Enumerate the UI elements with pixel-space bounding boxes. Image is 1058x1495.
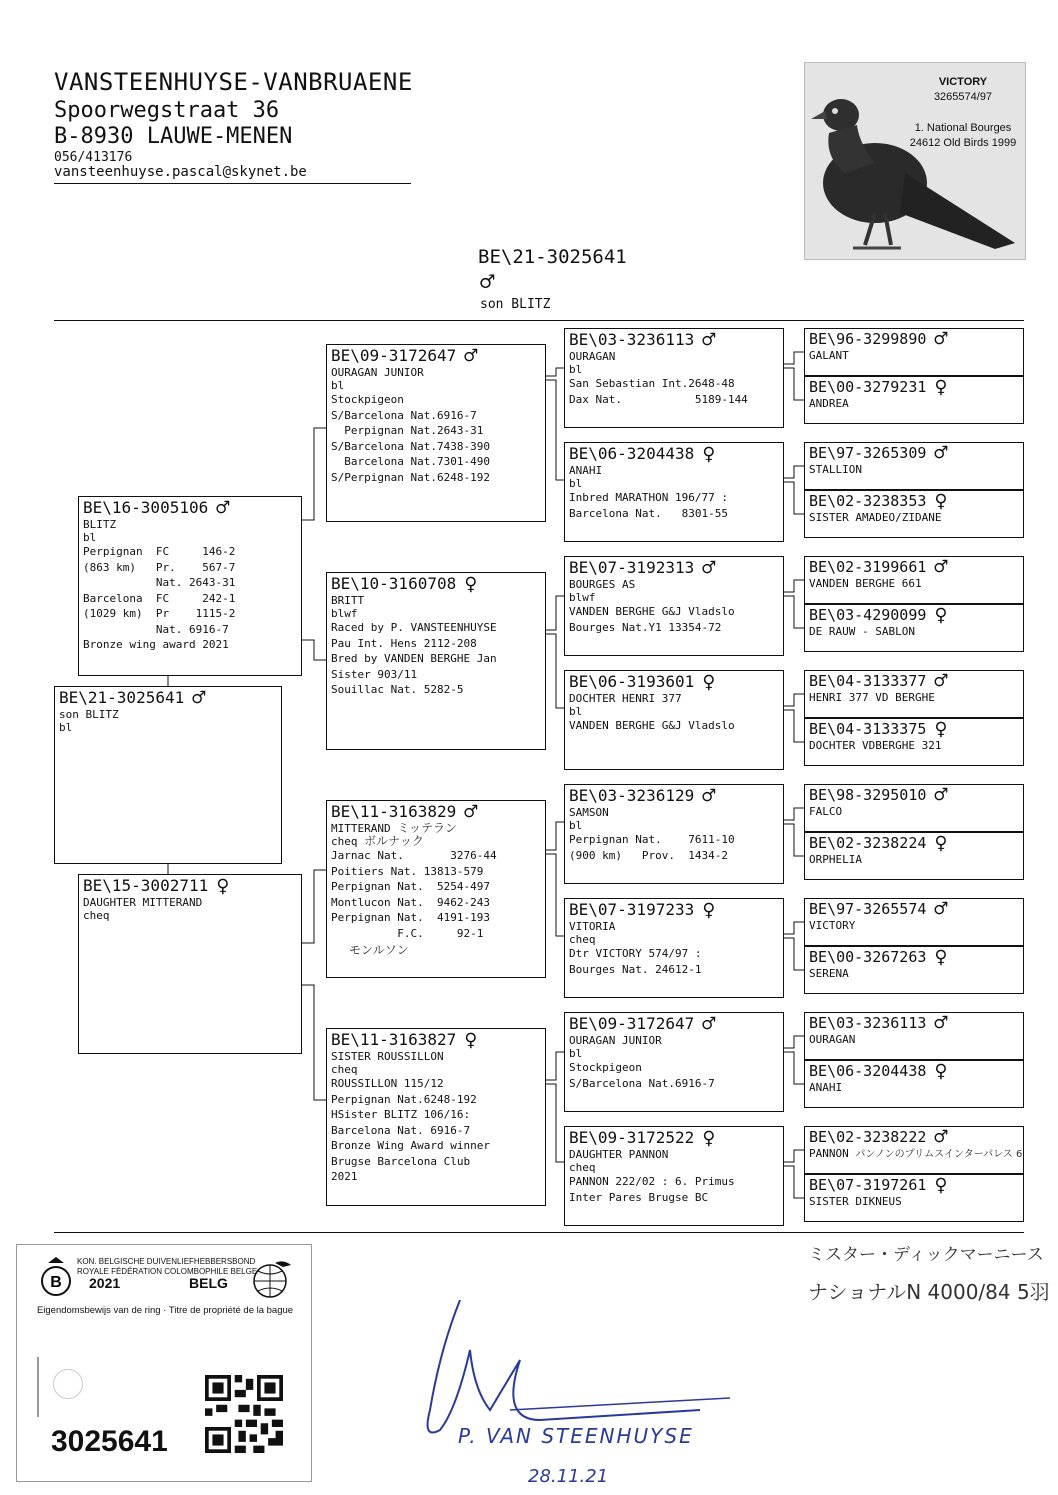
result-line: F.C. 92-1 — [331, 926, 484, 940]
pigeon-color: cheq — [569, 1161, 596, 1174]
pigeon-name: ANDREA — [809, 397, 849, 410]
pigeon-name: SISTER AMADEO/ZIDANE — [809, 511, 942, 524]
result-line: Inter Pares Brugse BC — [569, 1190, 709, 1204]
federation-name-nl: KON. BELGISCHE DUIVENLIEFHEBBERSBOND — [77, 1257, 256, 1266]
pedigree-gen4-box — [804, 718, 1024, 766]
ring-number: BE\07-3197261 — [809, 1176, 927, 1194]
result-line: Barcelona FC 242-1 — [83, 591, 236, 605]
female-icon: ♀ — [934, 945, 948, 970]
federation-name-fr: ROYALE FÉDÉRATION COLOMBOPHILE BELGE — [77, 1267, 258, 1276]
signature-name: P. VAN STEENHUYSE — [458, 1424, 694, 1448]
male-icon: ♂ — [934, 783, 948, 808]
pedigree-gen4-box — [804, 1126, 1024, 1174]
pigeon-name: DOCHTER HENRI 377 — [569, 692, 682, 705]
ring-number: BE\15-3002711 — [83, 876, 209, 895]
pedigree-gen4-box — [804, 1174, 1024, 1222]
pedigree-gen4-box — [804, 442, 1024, 490]
result-line: Nat. 6916-7 — [83, 622, 229, 636]
ring-number: BE\03-4290099 — [809, 606, 927, 624]
result-line: PANNON 222/02 : 6. Primus — [569, 1175, 735, 1188]
result-line: Barcelona Nat. 6916-7 — [331, 1123, 471, 1137]
ring-number: BE\00-3279231 — [809, 378, 927, 396]
result-line: S/Barcelona Nat.6916-7 — [569, 1076, 715, 1090]
ring-number: BE\09-3172647 — [569, 1014, 695, 1033]
female-icon: ♀ — [934, 717, 948, 742]
male-icon: ♂ — [934, 555, 948, 580]
pedigree-gen4-box — [804, 556, 1024, 604]
result-line: S/Barcelona Nat.6916-7 — [331, 408, 477, 422]
pedigree-dd-box — [326, 1028, 546, 1206]
result-line: (1029 km) Pr 1115-2 — [83, 607, 236, 620]
pigeon-name: SISTER ROUSSILLON — [331, 1050, 444, 1063]
pedigree-gen4-box — [804, 898, 1024, 946]
ring-number: BE\07-3197233 — [569, 900, 695, 919]
pigeon-name: DAUGHTER MITTERAND — [83, 896, 203, 909]
result-line: Poitiers Nat. 13813-579 — [331, 864, 484, 878]
card-ring-number: 3025641 — [51, 1425, 168, 1458]
handwritten-note-jp: モンルソン — [349, 943, 409, 957]
result-line: Dtr VICTORY 574/97 : — [569, 947, 702, 960]
ring-number: BE\09-3172647 — [331, 346, 457, 365]
breeder-name: VANSTEENHUYSE-VANBRUAENE — [54, 68, 413, 96]
qr-code-icon — [205, 1375, 283, 1453]
result-line: VANDEN BERGHE G&J Vladslo — [569, 719, 735, 732]
ring-number: BE\00-3267263 — [809, 948, 927, 966]
pedigree-gen3-box — [564, 328, 784, 428]
pigeon-name: VANDEN BERGHE 661 — [809, 577, 922, 590]
female-icon: ♀ — [702, 898, 716, 923]
ring-number: BE\09-3172522 — [569, 1128, 695, 1147]
pedigree-sd-box — [326, 572, 546, 750]
handwritten-note-jp: ミスター・ディックマーニース — [808, 1245, 1044, 1265]
punch-hole-icon — [53, 1369, 83, 1399]
breeder-email: vansteenhuyse.pascal@skynet.be — [54, 164, 307, 180]
federation-crest-icon — [39, 1255, 73, 1299]
pedigree-gen4-box — [804, 328, 1024, 376]
pigeon-name: DAUGHTER PANNON — [569, 1148, 669, 1161]
breeder-phone: 056/413176 — [54, 150, 133, 165]
card-year: 2021 — [89, 1275, 121, 1291]
breeder-street: Spoorwegstraat 36 — [54, 98, 280, 123]
female-icon: ♀ — [934, 1173, 948, 1198]
ring-number: BE\02-3199661 — [809, 558, 927, 576]
pedigree-sire-box — [78, 496, 302, 676]
card-country: BELG — [189, 1275, 228, 1291]
pigeon-color: cheq — [331, 835, 358, 848]
male-icon: ♂ — [934, 441, 948, 466]
pedigree-gen3-box — [564, 442, 784, 542]
handwritten-note-jp: ナショナルN 4000/84 5羽 — [808, 1280, 1050, 1304]
pigeon-name: GALANT — [809, 349, 849, 362]
subject-ring: BE\21-3025641 — [478, 246, 627, 268]
pedigree-gen4-box — [804, 1012, 1024, 1060]
result-line: Bred by VANDEN BERGHE Jan — [331, 652, 497, 665]
female-icon: ♀ — [702, 442, 716, 467]
result-line: Brugse Barcelona Club — [331, 1154, 471, 1168]
result-line: Bourges Nat.Y1 13354-72 — [569, 620, 722, 634]
ring-number: BE\16-3005106 — [83, 498, 209, 517]
result-line: Jarnac Nat. 3276-44 — [331, 849, 497, 862]
pigeon-name: ORPHELIA — [809, 853, 862, 866]
pigeon-name: BLITZ — [83, 518, 117, 531]
male-icon: ♂ — [934, 327, 948, 352]
handwritten-note-jp: パンノンのプリムスインターパレス 6 — [855, 1149, 1023, 1160]
ring-number: BE\96-3299890 — [809, 330, 927, 348]
ring-number: BE\21-3025641 — [59, 688, 185, 707]
pigeon-color: bl — [569, 705, 583, 718]
ring-ownership-card — [16, 1244, 312, 1482]
photo-line2: 24612 Old Birds 1999 — [909, 137, 1017, 149]
result-line: Bronze wing award 2021 — [83, 638, 229, 651]
pedigree-gen4-box — [804, 604, 1024, 652]
result-line: Souillac Nat. 5282-5 — [331, 683, 464, 696]
photo-title: VICTORY — [938, 76, 988, 88]
ring-number: BE\06-3204438 — [569, 444, 695, 463]
ring-number: BE\07-3192313 — [569, 558, 695, 577]
pigeon-name: OURAGAN JUNIOR — [331, 366, 424, 379]
ring-number: BE\11-3163829 — [331, 802, 457, 821]
pigeon-color: cheq — [569, 933, 596, 946]
result-line: Perpignan Nat.2643-31 — [331, 424, 484, 437]
pigeon-color: blwf — [331, 607, 358, 620]
pigeon-color: bl — [569, 1047, 583, 1060]
female-icon: ♀ — [934, 603, 948, 628]
female-icon: ♀ — [934, 489, 948, 514]
pigeon-name: OURAGAN — [569, 350, 616, 363]
ring-number: BE\04-3133377 — [809, 672, 927, 690]
ring-number: BE\06-3204438 — [809, 1062, 927, 1080]
male-icon: ♂ — [934, 897, 948, 922]
pedigree-gen4-box — [804, 490, 1024, 538]
result-line: ROUSSILLON 115/12 — [331, 1077, 444, 1090]
pigeon-color: cheq — [83, 909, 110, 922]
result-line: S/Barcelona Nat.7438-390 — [331, 439, 490, 453]
ring-number: BE\06-3193601 — [569, 672, 695, 691]
svg-text:B: B — [50, 1274, 62, 1291]
result-line: Perpignan Nat.6248-192 — [331, 1092, 477, 1106]
male-icon: ♂ — [216, 496, 230, 521]
result-line: San Sebastian Int.2648-48 — [569, 377, 735, 390]
result-line: Perpignan FC 146-2 — [83, 545, 236, 558]
pigeon-name: FALCO — [809, 805, 843, 818]
result-line: Stockpigeon — [569, 1061, 642, 1074]
result-line: Barcelona Nat. 8301-55 — [569, 506, 728, 520]
signature — [400, 1290, 730, 1490]
pigeon-color: blwf — [569, 591, 596, 604]
ring-number: BE\10-3160708 — [331, 574, 457, 593]
result-line: Bourges Nat. 24612-1 — [569, 962, 702, 976]
pigeon-color: bl — [83, 531, 97, 544]
result-line: Pau Int. Hens 2112-208 — [331, 636, 477, 650]
result-line: Barcelona Nat.7301-490 — [331, 455, 490, 468]
ring-number: BE\11-3163827 — [331, 1030, 457, 1049]
result-line: (900 km) Prov. 1434-2 — [569, 848, 728, 862]
male-icon: ♂ — [934, 1011, 948, 1036]
pedigree-gen3-box — [564, 1012, 784, 1112]
result-line: Perpignan Nat. 7611-10 — [569, 833, 735, 846]
pedigree-ss-box — [326, 344, 546, 522]
bottom-rule — [54, 1232, 1024, 1233]
result-line: Raced by P. VANSTEENHUYSE — [331, 621, 497, 634]
pigeon-color: bl — [569, 477, 583, 490]
female-icon: ♀ — [702, 1126, 716, 1151]
pigeon-name: HENRI 377 VD BERGHE — [809, 691, 935, 704]
pedigree-gen3-box — [564, 670, 784, 770]
pedigree-gen4-box — [804, 1060, 1024, 1108]
pigeon-name: STALLION — [809, 463, 862, 476]
male-icon: ♂ — [192, 686, 206, 711]
female-icon: ♀ — [216, 874, 230, 899]
male-icon: ♂ — [702, 556, 716, 581]
pedigree-gen4-box — [804, 784, 1024, 832]
pigeon-color: bl — [569, 363, 583, 376]
pigeon-name: BRITT — [331, 594, 365, 607]
pigeon-color: cheq — [331, 1063, 358, 1076]
result-line: HSister BLITZ 106/16: — [331, 1108, 471, 1121]
female-icon: ♀ — [934, 1059, 948, 1084]
globe-pigeon-icon — [245, 1259, 295, 1299]
pigeon-color: bl — [569, 819, 583, 832]
ring-number: BE\02-3238224 — [809, 834, 927, 852]
pigeon-name: VITORIA — [569, 920, 616, 933]
pedigree-gen3-box — [564, 784, 784, 884]
ring-number: BE\04-3133375 — [809, 720, 927, 738]
pedigree-gen4-box — [804, 832, 1024, 880]
female-icon: ♀ — [702, 670, 716, 695]
male-icon: ♂ — [702, 784, 716, 809]
result-line: Perpignan Nat. 4191-193 — [331, 911, 490, 924]
pigeon-name: DOCHTER VDBERGHE 321 — [809, 739, 942, 752]
pedigree-gen4-box — [804, 670, 1024, 718]
pigeon-name: SISTER DIKNEUS — [809, 1195, 902, 1208]
female-icon: ♀ — [934, 375, 948, 400]
card-title: Eigendomsbewijs van de ring · Titre de propriété de la bague — [36, 1305, 294, 1316]
pigeon-name: ANAHI — [809, 1081, 843, 1094]
pigeon-color: bl — [59, 721, 73, 734]
handwritten-note-jp: ボルナック — [364, 834, 424, 848]
male-icon: ♂ — [464, 800, 478, 825]
pigeon-name: MITTERAND — [331, 822, 391, 835]
pigeon-name: SAMSON — [569, 806, 609, 819]
ring-number: BE\97-3265309 — [809, 444, 927, 462]
male-icon: ♂ — [464, 344, 478, 369]
pedigree-gen4-box — [804, 946, 1024, 994]
pigeon-name: PANNON — [809, 1147, 849, 1160]
female-icon: ♀ — [464, 1028, 478, 1053]
handwritten-name-jp: ミッテラン — [397, 821, 457, 835]
male-icon: ♂ — [934, 669, 948, 694]
result-line: Montlucon Nat. 9462-243 — [331, 895, 490, 909]
pigeon-name: DE RAUW - SABLON — [809, 625, 915, 638]
pigeon-color: bl — [331, 379, 345, 392]
ring-number: BE\97-3265574 — [809, 900, 927, 918]
ring-number: BE\98-3295010 — [809, 786, 927, 804]
ring-number: BE\02-3238353 — [809, 492, 927, 510]
pedigree-gen3-box — [564, 898, 784, 998]
pigeon-name: BOURGES AS — [569, 578, 636, 591]
result-line: Inbred MARATHON 196/77 : — [569, 491, 728, 504]
pedigree-gen3-box — [564, 1126, 784, 1226]
card-divider — [37, 1357, 39, 1417]
result-line: S/Perpignan Nat.6248-192 — [331, 470, 490, 484]
subject-desc: son BLITZ — [480, 297, 551, 312]
ring-number: BE\03-3236129 — [569, 786, 695, 805]
photo-line1: 1. National Bourges — [914, 122, 1012, 134]
result-line: Perpignan Nat. 5254-497 — [331, 880, 490, 893]
pigeon-name: son BLITZ — [59, 708, 119, 721]
male-icon: ♂ — [702, 328, 716, 353]
pedigree-subject-box — [54, 686, 282, 864]
result-line: Dax Nat. 5189-144 — [569, 392, 748, 406]
ring-number: BE\03-3236113 — [569, 330, 695, 349]
male-icon: ♂ — [934, 1125, 948, 1150]
pedigree-dam-box — [78, 874, 302, 1054]
female-icon: ♀ — [464, 572, 478, 597]
female-icon: ♀ — [934, 831, 948, 856]
photo-ring: 3265574/97 — [933, 91, 993, 103]
result-line: Sister 903/11 — [331, 667, 418, 681]
pedigree-gen4-box — [804, 376, 1024, 424]
ring-number: BE\03-3236113 — [809, 1014, 927, 1032]
result-line: Nat. 2643-31 — [83, 576, 236, 589]
subject-male-icon: ♂ — [480, 268, 495, 296]
pedigree-ds-box — [326, 800, 546, 978]
pigeon-name: OURAGAN — [809, 1033, 856, 1046]
pedigree-gen3-box — [564, 556, 784, 656]
breeder-city: B-8930 LAUWE-MENEN — [54, 124, 293, 149]
male-icon: ♂ — [702, 1012, 716, 1037]
result-line: (863 km) Pr. 567-7 — [83, 560, 236, 574]
result-line: VANDEN BERGHE G&J Vladslo — [569, 605, 735, 618]
pigeon-name: OURAGAN JUNIOR — [569, 1034, 662, 1047]
result-line: Bronze Wing Award winner — [331, 1139, 490, 1152]
pigeon-name: VICTORY — [809, 919, 856, 932]
ring-number: BE\02-3238222 — [809, 1128, 927, 1146]
pigeon-name: SERENA — [809, 967, 849, 980]
signature-date: 28.11.21 — [528, 1466, 609, 1487]
result-line: 2021 — [331, 1170, 358, 1183]
pigeon-name: ANAHI — [569, 464, 603, 477]
result-line: Stockpigeon — [331, 393, 404, 406]
